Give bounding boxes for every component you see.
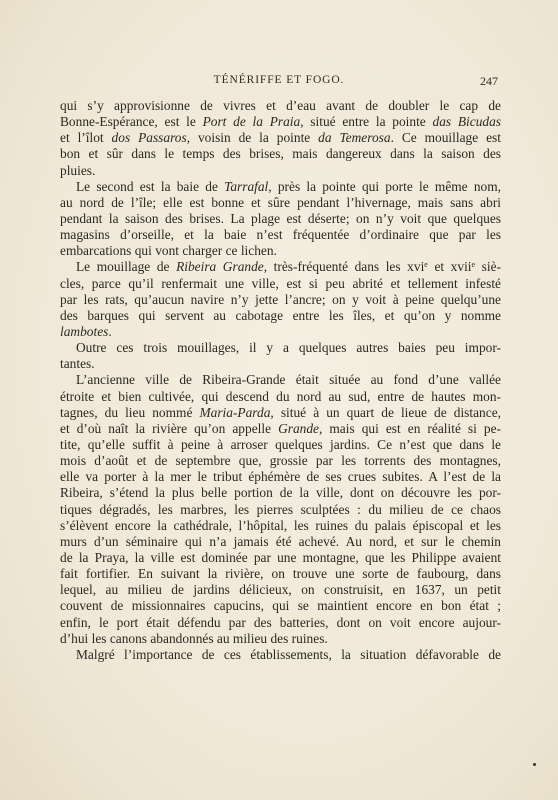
text-run: , mais qui est en réalité si pe- (318, 420, 501, 436)
text-line (60, 308, 501, 324)
text-line (60, 566, 501, 582)
text-run: elle va porter à la mer le tribut éphémère de ses crues subites. A l’est de la (60, 469, 501, 485)
text-run: , très-fréquenté dans les xvi (263, 259, 425, 275)
text-run: enfin, le port était défendu par des batteries, dont on voit encore aujour- (60, 614, 501, 630)
text-line (60, 227, 501, 243)
text-line (60, 582, 501, 598)
italic-term: Port de la Praia (202, 114, 301, 130)
text-run: murs d’un séminaire qui n’a jamais été achevé. Au nord, et sur le chemin (60, 533, 501, 549)
text-line (60, 647, 501, 663)
text-line (60, 534, 501, 550)
text-line (60, 615, 501, 631)
text-run: Bonne-Espérance, est le (60, 114, 203, 130)
text-line (60, 437, 501, 453)
text-line (60, 453, 501, 469)
text-line (60, 389, 501, 405)
body-text (60, 98, 501, 663)
text-run: tiques dégradés, les marbres, les pierres sculptées : du milieu de ce chaos (60, 501, 501, 517)
text-line (60, 179, 501, 195)
text-run: Le mouillage de (76, 259, 177, 275)
text-run: pendant la saison des brises. La plage est déserte; on n’y voit que quelques (60, 210, 501, 226)
text-run: s’élèvent encore la cathédrale, l’hôpital, les ruines du palais épiscopal et les (60, 517, 501, 533)
text-run: , situé à un quart de lieue de distance, (270, 404, 501, 420)
page-number: 247 (480, 74, 498, 88)
text-line (60, 146, 501, 162)
text-line (60, 114, 501, 130)
text-line (60, 98, 501, 114)
text-line (60, 356, 501, 372)
text-run: . (108, 323, 112, 339)
text-run: cles, parce qu’il renfermait une ville, est si peu abrité et tellement infesté (60, 275, 501, 291)
text-line (60, 469, 501, 485)
text-run: tagnes, du lieu nommé (60, 404, 200, 420)
text-line (60, 340, 501, 356)
text-run: qui s’y approvisionne de vivres et d’eau avant de doubler le cap de (60, 98, 501, 113)
superscript: e (424, 260, 428, 270)
italic-term: Grande (278, 420, 319, 436)
text-line (60, 421, 501, 437)
text-run: par les rats, qu’aucun navire n’y jette l’ancre; on y voit à peine quelqu’une (60, 291, 501, 307)
text-line (60, 259, 501, 275)
text-run: pluies. (60, 162, 96, 178)
text-run: fait fortifier. En suivant la rivière, on trouve une sorte de faubourg, dans (60, 566, 501, 582)
text-run: des barques qui servent au cabotage entre les îles, et qu’on y nomme (60, 307, 501, 323)
text-line (60, 372, 501, 388)
text-run: et l’îlot (60, 130, 112, 146)
text-line (60, 163, 501, 179)
text-line (60, 405, 501, 421)
text-run: L’ancienne ville de Ribeira-Grande était située au fond d’une vallée (76, 372, 501, 388)
text-line (60, 550, 501, 566)
text-run: embarcations qui vont charger ce lichen. (60, 243, 277, 259)
text-run: d’hui les canons abandonnés au milieu des ruines. (60, 630, 328, 646)
text-run: . Ce mouillage est (390, 130, 501, 146)
text-run: , situé entre la pointe (300, 114, 433, 130)
text-run: Malgré l’importance de ces établissements, la situation défavorable de (76, 646, 501, 662)
text-line (60, 502, 501, 518)
text-run: , voisin de la pointe (186, 130, 319, 146)
running-header (60, 74, 498, 94)
text-run: tantes. (60, 356, 95, 372)
text-run: étroite et bien cultivée, qui descend du nord au sud, entre de hautes mon- (60, 388, 501, 404)
text-run: mois d’août et de septembre que, grossie par les torrents des montagnes, (60, 453, 501, 469)
text-run: Le second est la baie de (76, 178, 225, 194)
text-run: magasins d’orseille, et la baie n’est fréquentée d’ordinaire que par les (60, 227, 501, 243)
text-line (60, 211, 501, 227)
italic-term: da Temerosa (318, 130, 391, 146)
text-line (60, 243, 501, 259)
text-run: , près la pointe qui porte le même nom, (268, 178, 501, 194)
text-run: de la Praya, la ville est dominée par une montagne, que les Philippe avaient (60, 549, 501, 565)
text-line (60, 631, 501, 647)
text-run: au nord de l’île; elle est bonne et sûre pendant l’hivernage, mais sans abri (60, 194, 501, 210)
italic-term: das Bicudas (432, 114, 501, 130)
text-line (60, 485, 501, 501)
text-line (60, 195, 501, 211)
text-run: lequel, au milieu de jardins délicieux, on construisit, en 1637, un petit (60, 582, 501, 598)
italic-term: Ribeira Grande (176, 259, 264, 275)
italic-term: dos Passaros (111, 130, 187, 146)
text-line (60, 518, 501, 534)
text-line (60, 130, 501, 146)
text-run: et xvii (427, 259, 472, 275)
paper-speck (533, 763, 536, 766)
superscript: e (471, 260, 476, 270)
text-run: et d’où naît la rivière qu’on appelle (60, 420, 279, 436)
text-run: bon et sûr dans le temps des brises, mais dangereux dans la saison des (60, 146, 501, 162)
text-run: couvent de missionnaires capucins, qui se maintient encore en bon état ; (60, 598, 501, 614)
italic-term: Maria-Parda (199, 404, 271, 420)
running-title: TÉNÉRIFFE ET FOGO. (213, 74, 345, 86)
text-line (60, 292, 501, 308)
text-run: siè- (475, 259, 502, 275)
text-run: tite, qu’elle suffit à peine à arroser quelques jardins. Ce n’est que dans le (60, 436, 501, 452)
italic-term: lambotes (60, 323, 109, 339)
italic-term: Tarrafal (224, 178, 269, 194)
text-run: Ribeira, s’étend la plus belle portion de la ville, dont on découvre les por- (60, 485, 501, 501)
text-line (60, 276, 501, 292)
text-line (60, 598, 501, 614)
text-line (60, 324, 501, 340)
text-run: Outre ces trois mouillages, il y a quelques autres baies peu impor- (76, 340, 501, 356)
